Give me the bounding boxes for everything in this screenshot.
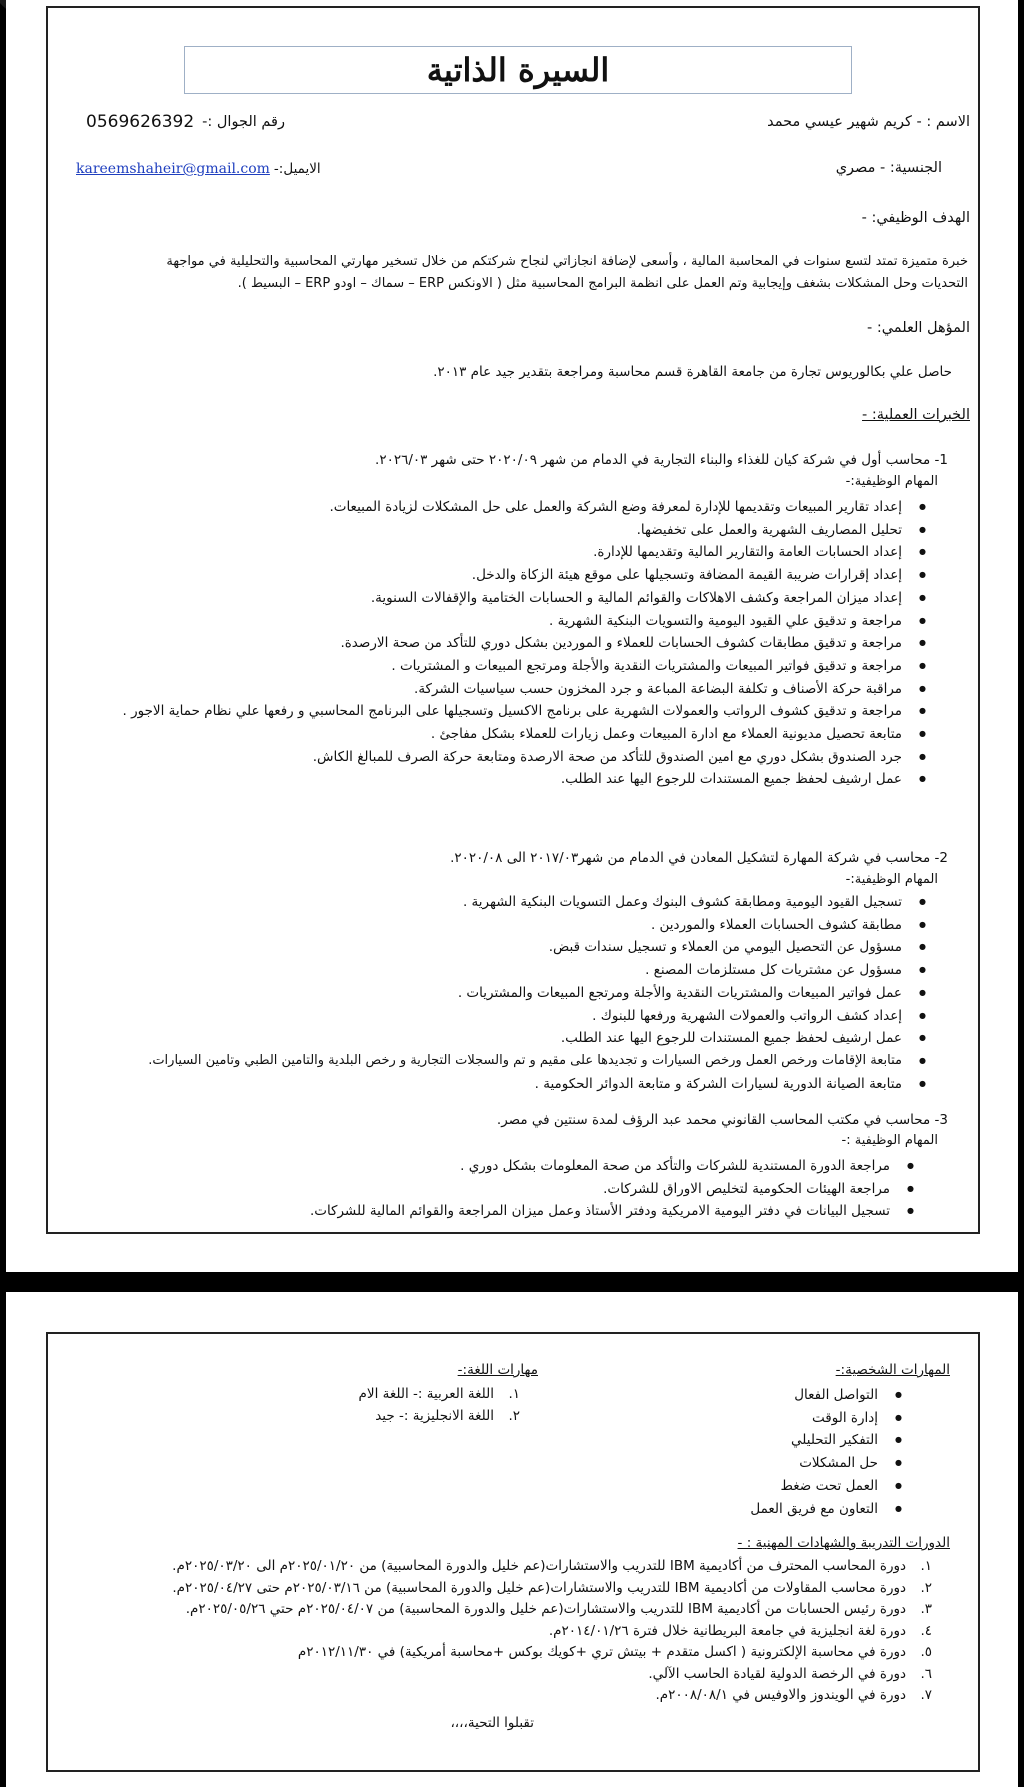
- list-item: ● متابعة الصيانة الدورية لسيارات الشركة و متابعة الدوائر الحكومية .: [148, 1073, 902, 1096]
- list-item: ٥. دورة في محاسبة الإلكترونية ( اكسل متقدم + بيتش تري +كويك بوكس +محاسبة أمريكية) في ٢٠١٢/١١/٣٠م: [172, 1642, 906, 1664]
- item-number: ١.: [508, 1386, 520, 1402]
- list-item: ● مطابقة كشوف الحسابات العملاء والموردين .: [148, 914, 902, 937]
- item-number: ٦.: [920, 1665, 932, 1682]
- item-number: ٢.: [508, 1407, 520, 1424]
- item-number: ٢.: [920, 1579, 932, 1596]
- objective-line-1: خبرة متميزة تمتد لتسع سنوات في المحاسبة المالية ، وأسعى لإضافة انجازاتي لنجاح شركتكم من خلال تسخير مهارتي المحاسبية والتحليلية في مواجهة: [166, 254, 968, 269]
- email-link[interactable]: kareemshaheir@gmail.com: [76, 161, 270, 177]
- item-number: ٣.: [920, 1601, 932, 1617]
- list-item: ● مراجعة و تدقيق علي القيود اليومية والتسويات البنكية الشهرية .: [123, 610, 903, 633]
- list-item: ● العمل تحت ضغط: [750, 1475, 878, 1498]
- job-1-task-list: [123, 496, 931, 791]
- list-item: ● مراجعة الهيئات الحكومية لتخليص الاوراق للشركات.: [310, 1178, 890, 1201]
- job-2-title: 2- محاسب في شركة المهارة لتشكيل المعادن في الدمام من شهر٢٠١٧/٠٣ الى ٢٠٢٠/٠٨.: [450, 850, 948, 866]
- phone-block: [86, 112, 285, 132]
- list-item: ٢. دورة محاسب المقاولات من أكاديمية IBM للتدريب والاستشارات(عم خليل والدورة المحاسبية) من ٢٠٢٥/٠٣/١٦م حتى ٢٠٢٥/٠٤/٢٧م.: [172, 1578, 906, 1600]
- list-item: ● إدارة الوقت: [750, 1407, 878, 1430]
- item-number: ١.: [920, 1558, 932, 1574]
- courses-heading: الدورات التدريبة والشهادات المهنية : -: [737, 1535, 950, 1551]
- list-item: ● إعداد ميزان المراجعة وكشف الاهلاكات والقوائم المالية و الحسابات الختامية والإقفالات السنوية.: [123, 587, 903, 610]
- list-item: ٧. دورة في الويندوز والاوفيس في ٢٠٠٨/٠٨/١م.: [172, 1685, 906, 1707]
- language-skills-heading: مهارات اللغة:-: [457, 1362, 538, 1378]
- list-item: ● حل المشكلات: [750, 1452, 878, 1475]
- list-item: ● التعاون مع فريق العمل: [750, 1498, 878, 1521]
- closing-text: تقبلوا التحية،،،،: [450, 1715, 534, 1731]
- courses-list: [172, 1556, 934, 1707]
- language-list: [359, 1384, 522, 1427]
- job-1-tasks-label: المهام الوظيفية:-: [845, 474, 938, 489]
- list-item: ● مراجعة الدورة المستندية للشركات والتأكد من صحة المعلومات بشكل دوري .: [310, 1155, 890, 1178]
- list-item: ● عمل ارشيف لحفظ جميع المستندات للرجوع اليها عند الطلب.: [123, 768, 903, 791]
- item-number: ٧.: [920, 1687, 932, 1703]
- list-item: ٤. دورة لغة انجليزية في جامعة البريطانية خلال فترة ٢٠١٤/٠١/٢٦م.: [172, 1621, 906, 1643]
- list-item: ● متابعة تحصيل مديونية العملاء مع ادارة المبيعات وعمل زيارات للعملاء بشكل مفاجئ .: [123, 723, 903, 746]
- job-3-task-list: [310, 1155, 918, 1223]
- personal-skills-list: [750, 1384, 906, 1520]
- list-item: ١. دورة المحاسب المحترف من أكاديمية IBM للتدريب والاستشارات(عم خليل والدورة المحاسبية) من ٢٠٢٥/٠١/٢٠م الى ٢٠٢٥/٠٣/٢٠م.: [172, 1556, 906, 1578]
- qualification-text: حاصل علي بكالوريوس تجارة من جامعة القاهرة قسم محاسبة ومراجعة بتقدير جيد عام ٢٠١٣.: [433, 364, 952, 380]
- item-number: ٥.: [920, 1644, 932, 1660]
- job-3-tasks-label: المهام الوظيفية :-: [841, 1133, 938, 1148]
- list-item: ٢. اللغة الانجليزية :- جيد: [359, 1406, 494, 1428]
- list-item: ● التواصل الفعال: [750, 1384, 878, 1407]
- email-block: [76, 161, 321, 177]
- list-item: ● إعداد كشف الرواتب والعمولات الشهرية ورفعها للبنوك .: [148, 1005, 902, 1028]
- list-item: ● متابعة الإقامات ورخص العمل ورخص السيارات و تجديدها على مقيم و تم والسجلات التجارية و رخص البلدية والتامين الطبي وتامين السيارات.: [148, 1050, 902, 1073]
- title-box: [184, 46, 852, 94]
- list-item: ٦. دورة في الرخصة الدولية لقيادة الحاسب الآلي.: [172, 1664, 906, 1686]
- cv-page-1: [6, 0, 1018, 1272]
- nationality-line: الجنسية: - مصري: [835, 160, 942, 176]
- list-item: ● تسجيل القيود اليومية ومطابقة كشوف البنوك وعمل التسويات البنكية الشهرية .: [148, 891, 902, 914]
- list-item: ● مسؤول عن مشتريات كل مستلزمات المصنع .: [148, 959, 902, 982]
- list-item: ● عمل فواتير المبيعات والمشتريات النقدية والأجلة ومرتجع المبيعات والمشتريات .: [148, 982, 902, 1005]
- list-item: ● تسجيل البيانات في دفتر اليومية الامريكية ودفتر الأستاذ وعمل ميزان المراجعة والقوائم المالية للشركات.: [310, 1200, 890, 1223]
- list-item: ● تحليل المصاريف الشهرية والعمل على تخفيضها.: [123, 519, 903, 542]
- list-item: ● التفكير التحليلي: [750, 1429, 878, 1452]
- list-item: ٣. دورة رئيس الحسابات من أكاديمية IBM للتدريب والاستشارات(عم خليل والدورة المحاسبية) من ٢٠٢٥/٠٤/٠٧م حتي ٢٠٢٥/٠٥/٢٦م.: [172, 1599, 906, 1621]
- phone-number: 0569626392: [86, 112, 195, 132]
- job-3-title: 3- محاسب في مكتب المحاسب القانوني محمد عبد الرؤف لمدة سنتين في مصر.: [496, 1112, 948, 1128]
- qualification-heading: المؤهل العلمي: -: [867, 320, 970, 336]
- list-item: ● مراجعة و تدقيق مطابقات كشوف الحسابات للعملاء و الموردين بشكل دوري للتأكد من صحة الارصدة.: [123, 632, 903, 655]
- list-item: ● مراجعة و تدقيق كشوف الرواتب والعمولات الشهرية على برنامج الاكسيل وتسجيلها على البرنامج المحاسبي و رفعها علي نظام حماية الاجور .: [123, 700, 903, 723]
- list-item: ● إعداد إقرارات ضريبة القيمة المضافة وتسجيلها على موقع هيئة الزكاة والدخل.: [123, 564, 903, 587]
- list-item: ١. اللغة العربية :- اللغة الام: [359, 1384, 494, 1406]
- personal-skills-heading: المهارات الشخصية:-: [835, 1362, 950, 1378]
- job-2-tasks-label: المهام الوظيفية:-: [845, 872, 938, 887]
- objective-heading: الهدف الوظيفي: -: [861, 210, 970, 226]
- list-item: ● إعداد تقارير المبيعات وتقديمها للإدارة لمعرفة وضع الشركة والعمل على حل المشكلات لزيادة المبيعات.: [123, 496, 903, 519]
- list-item: ● جرد الصندوق بشكل دوري مع امين الصندوق للتأكد من صحة الارصدة ومتابعة حركة الصرف للمبالغ الكاش.: [123, 746, 903, 769]
- cv-page-2: [6, 1292, 1018, 1787]
- objective-line-2: التحديات وحل المشكلات بشغف وإيجابية وتم العمل على انظمة البرامج المحاسبية مثل ( الاونكس ERP – سماك – اودو ERP – البسيط ).: [237, 276, 968, 291]
- list-item: ● مراقبة حركة الأصناف و تكلفة البضاعة المباعة و جرد المخزون حسب سياسيات الشركة.: [123, 678, 903, 701]
- list-item: ● مسؤول عن التحصيل اليومي من العملاء و تسجيل سندات قبض.: [148, 936, 902, 959]
- experience-heading: الخبرات العملية: -: [862, 407, 970, 423]
- name-line: الاسم : - كريم شهير عيسي محمد: [767, 114, 970, 130]
- list-item: ● إعداد الحسابات العامة والتقارير المالية وتقديمها للإدارة.: [123, 541, 903, 564]
- phone-label: رقم الجوال :-: [202, 114, 285, 130]
- email-label: الايميل:-: [273, 161, 321, 177]
- list-item: ● مراجعة و تدقيق فواتير المبيعات والمشتريات النقدية والأجلة ومرتجع المبيعات و المشتريات .: [123, 655, 903, 678]
- page-title: السيرة الذاتية: [426, 51, 610, 89]
- item-number: ٤.: [920, 1622, 932, 1639]
- job-1-title: 1- محاسب أول في شركة كيان للغذاء والبناء التجارية في الدمام من شهر ٢٠٢٠/٠٩ حتى شهر ٢٠٢٦/٠٣.: [375, 452, 948, 468]
- list-item: ● عمل ارشيف لحفظ جميع المستندات للرجوع اليها عند الطلب.: [148, 1027, 902, 1050]
- job-2-task-list: [148, 891, 930, 1095]
